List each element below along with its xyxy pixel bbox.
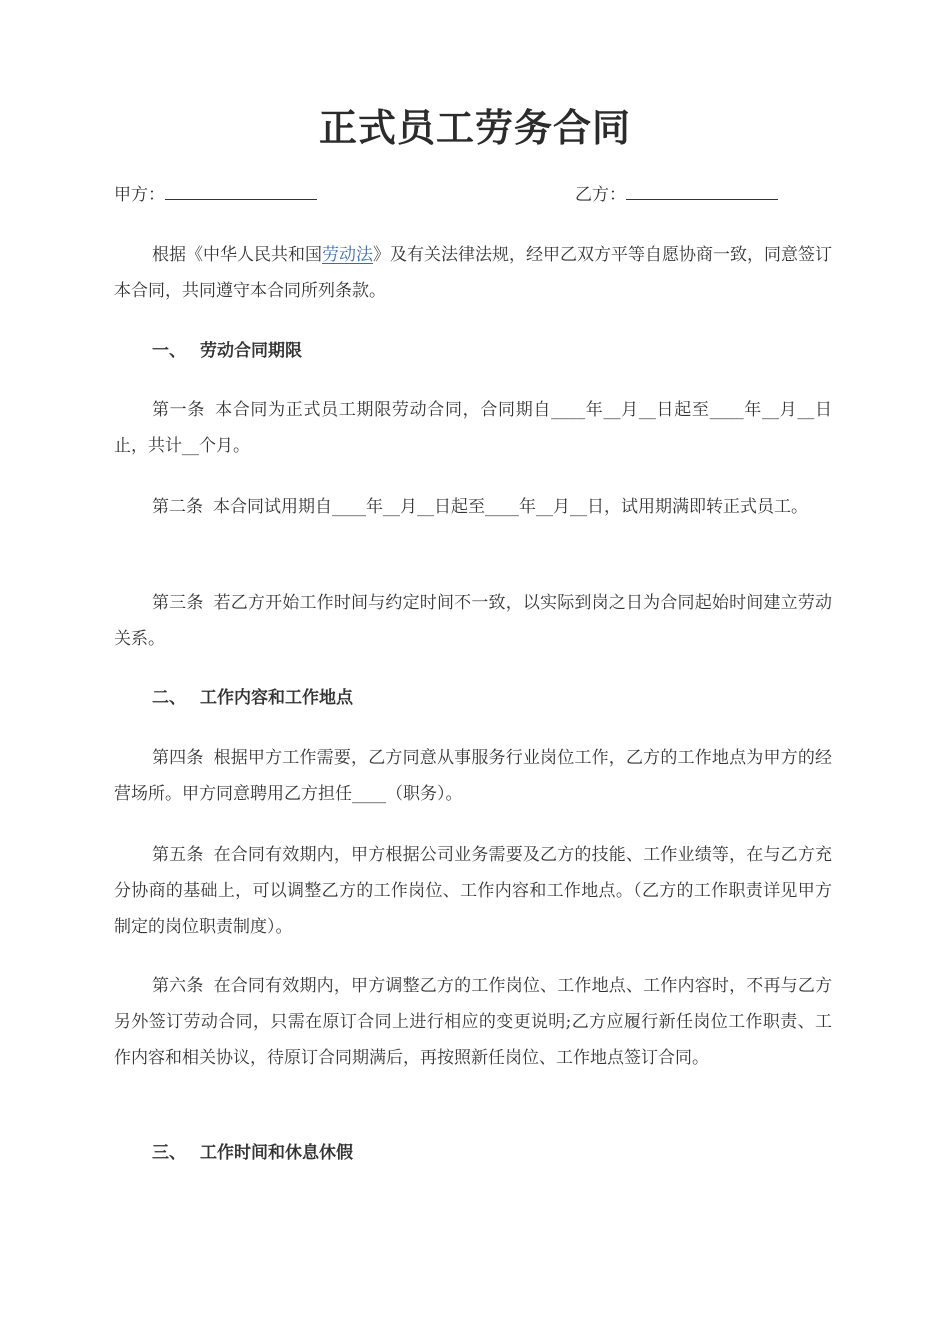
clause-text: 若乙方开始工作时间与约定时间不一致，以实际到岗之日为合同起始时间建立劳动关系。 [114,593,833,649]
clause-label: 第五条 [152,845,204,865]
section-heading-1 [152,337,302,365]
clause-4 [114,740,832,812]
clause-text: 本合同为正式员工期限劳动合同，合同期自____年__月__日起至____年__月__日止，共计__个月。 [114,400,833,456]
clause-6 [114,968,832,1076]
party-b-blank [626,181,778,200]
section-number: 二、 [152,688,186,708]
section-title: 工作时间和休息休假 [200,1143,353,1163]
clause-label: 第四条 [152,748,204,768]
clause-text: 本合同试用期自____年__月__日起至____年__月__日，试用期满即转正式员工。 [213,497,808,517]
clause-3 [114,585,832,657]
party-b-label: 乙方： [575,185,626,205]
document-title: 正式员工劳务合同 [318,105,631,150]
section-heading-2 [152,684,353,712]
section-title: 工作内容和工作地点 [200,688,353,708]
clause-label: 第三条 [152,593,204,613]
section-number: 三、 [152,1143,186,1163]
intro-text-start: 根据《中华人民共和国 [152,245,322,265]
intro-text-end: 》及有关法律法规，经甲乙双方平等自愿协商一致，同意签订本合同，共同遵守本合同所列条款。 [114,245,832,301]
clause-2 [114,489,832,525]
party-a-blank [165,181,317,200]
section-heading-3 [152,1139,353,1167]
section-title: 劳动合同期限 [200,341,302,361]
section-number: 一、 [152,341,186,361]
clause-text: 在合同有效期内，甲方根据公司业务需要及乙方的技能、工作业绩等，在与乙方充分协商的基础上，可以调整乙方的工作岗位、工作内容和工作地点。（乙方的工作职责详见甲方制定的岗位职责制度）。 [114,845,833,937]
clause-label: 第二条 [152,497,203,517]
clause-text: 根据甲方工作需要，乙方同意从事服务行业岗位工作，乙方的工作地点为甲方的经营场所。甲方同意聘用乙方担任____（职务）。 [114,748,833,804]
intro-paragraph [114,237,832,309]
party-a-field [114,181,317,209]
clause-1 [114,392,832,464]
clause-5 [114,837,832,945]
party-a-label: 甲方： [114,185,165,205]
clause-label: 第一条 [152,400,206,420]
clause-label: 第六条 [152,976,204,996]
party-b-field [575,181,778,209]
labor-law-link[interactable]: 劳动法 [322,245,373,265]
clause-text: 在合同有效期内，甲方调整乙方的工作岗位、工作地点、工作内容时，不再与乙方另外签订劳动合同，只需在原订合同上进行相应的变更说明;乙方应履行新任岗位工作职责、工作内容和相关协议，待原订合同期满后，再按照新任岗位、工作地点签订合同。 [114,976,833,1068]
